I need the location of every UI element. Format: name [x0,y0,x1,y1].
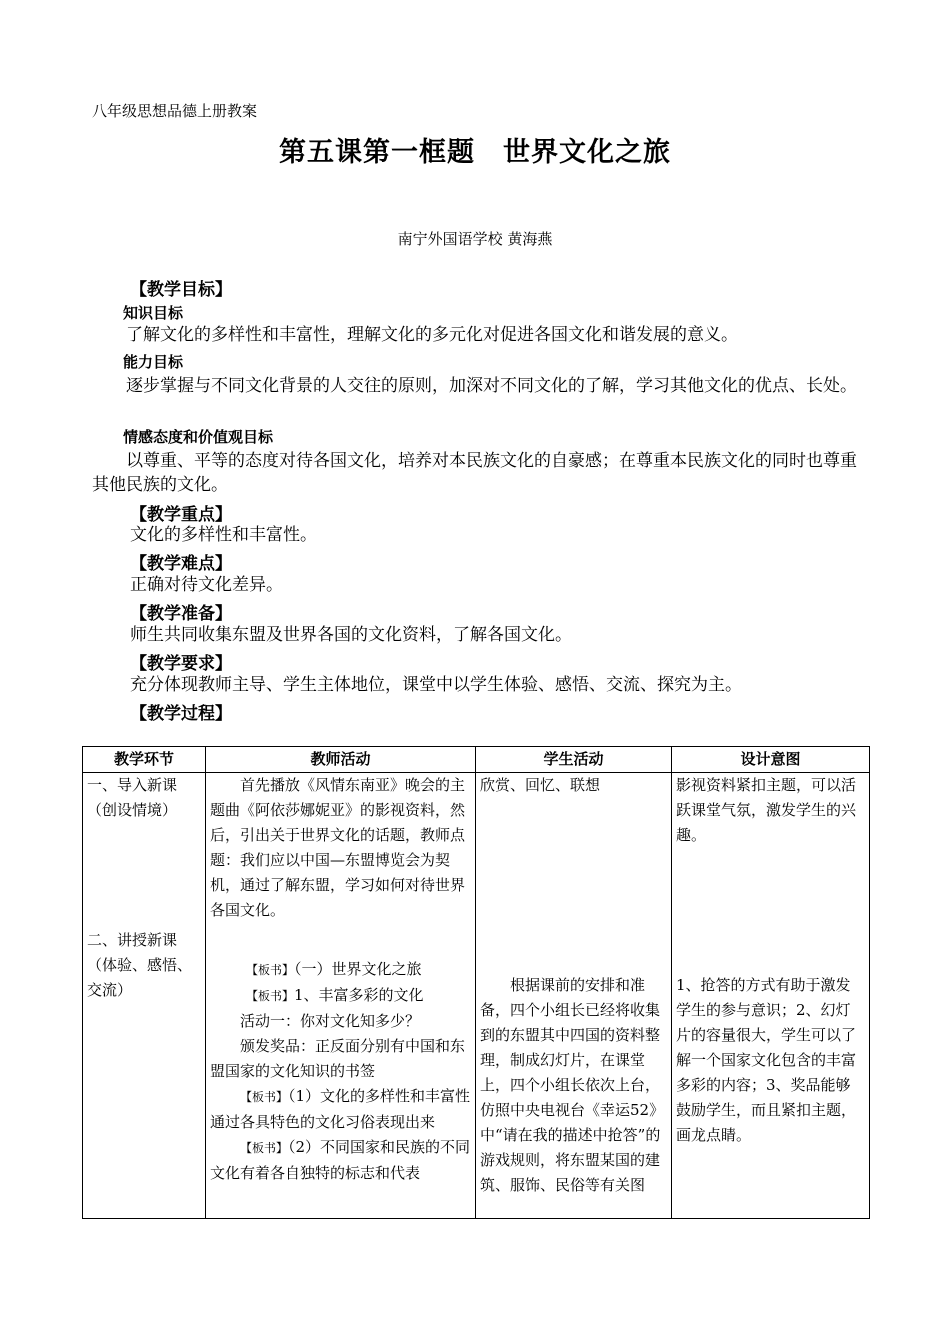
text-difficulty: 正确对待文化差异。 [130,575,283,595]
section-goals: 【教学目标】 [130,280,232,300]
activity-1-text: 活动一：你对文化知多少？ [240,1012,421,1030]
header-teacher: 教师活动 [206,747,476,773]
author-line: 南宁外国语学校 黄海燕 [397,230,553,248]
table-header-row [83,747,870,773]
stage-1-intent-text: 影视资料紧扣主题，可以活跃课堂气氛，激发学生的兴趣。 [676,776,857,844]
section-preparation: 【教学准备】 [130,604,232,624]
board-note-3: 【板书】（1）文化的多样性和丰富性通过各具特色的文化习俗表现出来 [210,1087,471,1131]
section-process: 【教学过程】 [130,704,232,724]
text-requirements: 充分体现教师主导、学生主体地位，课堂中以学生体验、感悟、交流、探究为主。 [130,675,742,695]
table-row [83,773,870,1219]
text-ability-goal: 逐步掌握与不同文化背景的人交往的原则，加深对不同文化的了解，学习其他文化的优点、长处。 [126,376,857,396]
label-knowledge-goal: 知识目标 [123,304,184,322]
text-preparation: 师生共同收集东盟及世界各国的文化资料，了解各国文化。 [130,625,572,645]
section-difficulty: 【教学难点】 [130,554,232,574]
stage-cell [83,773,206,1219]
header-intent: 设计意图 [672,747,870,773]
stage-2-student-text: 根据课前的安排和准备，四个小组长已经将收集到的东盟其中四国的资料整理，制成幻灯片，在课堂上，四个小组长依次上台，仿照中央电视台《幸运52》中“请在我的描述中抢答”的游戏规则，将东盟某国的建筑、服饰、民俗等有关图 [480,976,665,1194]
label-ability-goal: 能力目标 [123,353,184,371]
board-note-2: 【板书】1、丰富多彩的文化 [246,986,424,1004]
label-emotion-goal: 情感态度和价值观目标 [123,428,274,446]
text-key-point: 文化的多样性和丰富性。 [130,525,317,545]
stage-1-student-text: 欣赏、回忆、联想 [480,776,601,794]
lesson-process-table [82,746,870,1219]
stage-1-teacher-text: 首先播放《风情东南亚》晚会的主题曲《阿依莎娜妮亚》的影视资料，然后，引出关于世界文化的话题，教师点题：我们应以中国—东盟博览会为契机，通过了解东盟，学习如何对待世界各国文化。 [210,776,466,919]
student-cell [476,773,672,1219]
header-stage: 教学环节 [83,747,206,773]
teacher-cell [206,773,476,1219]
board-note-4: 【板书】（2）不同国家和民族的不同文化有着各自独特的标志和代表 [210,1138,471,1182]
section-key-point: 【教学重点】 [130,505,232,525]
stage-1-label: 一、导入新课（创设情境） [87,776,178,819]
section-requirements: 【教学要求】 [130,654,232,674]
text-emotion-goal: 以尊重、平等的态度对待各国文化，培养对本民族文化的自豪感；在尊重本民族文化的同时也尊重其他民族的文化。 [92,451,857,495]
document-header: 八年级思想品德上册教案 [92,102,258,120]
stage-2-label: 二、讲授新课（体验、感悟、交流） [87,931,193,999]
text-knowledge-goal: 了解文化的多样性和丰富性，理解文化的多元化对促进各国文化和谐发展的意义。 [126,325,738,345]
award-text: 颁发奖品：正反面分别有中国和东盟国家的文化知识的书签 [210,1037,466,1080]
intent-cell [672,773,870,1219]
page-title: 第五课第一框题 世界文化之旅 [279,137,671,168]
header-student: 学生活动 [476,747,672,773]
board-note-1: 【板书】（一）世界文化之旅 [246,960,422,978]
stage-2-intent-text: 1、抢答的方式有助于激发学生的参与意识；2、幻灯片的容量很大，学生可以了解一个国家文化包含的丰富多彩的内容；3、奖品能够鼓励学生，而且紧扣主题，画龙点睛。 [676,976,857,1144]
